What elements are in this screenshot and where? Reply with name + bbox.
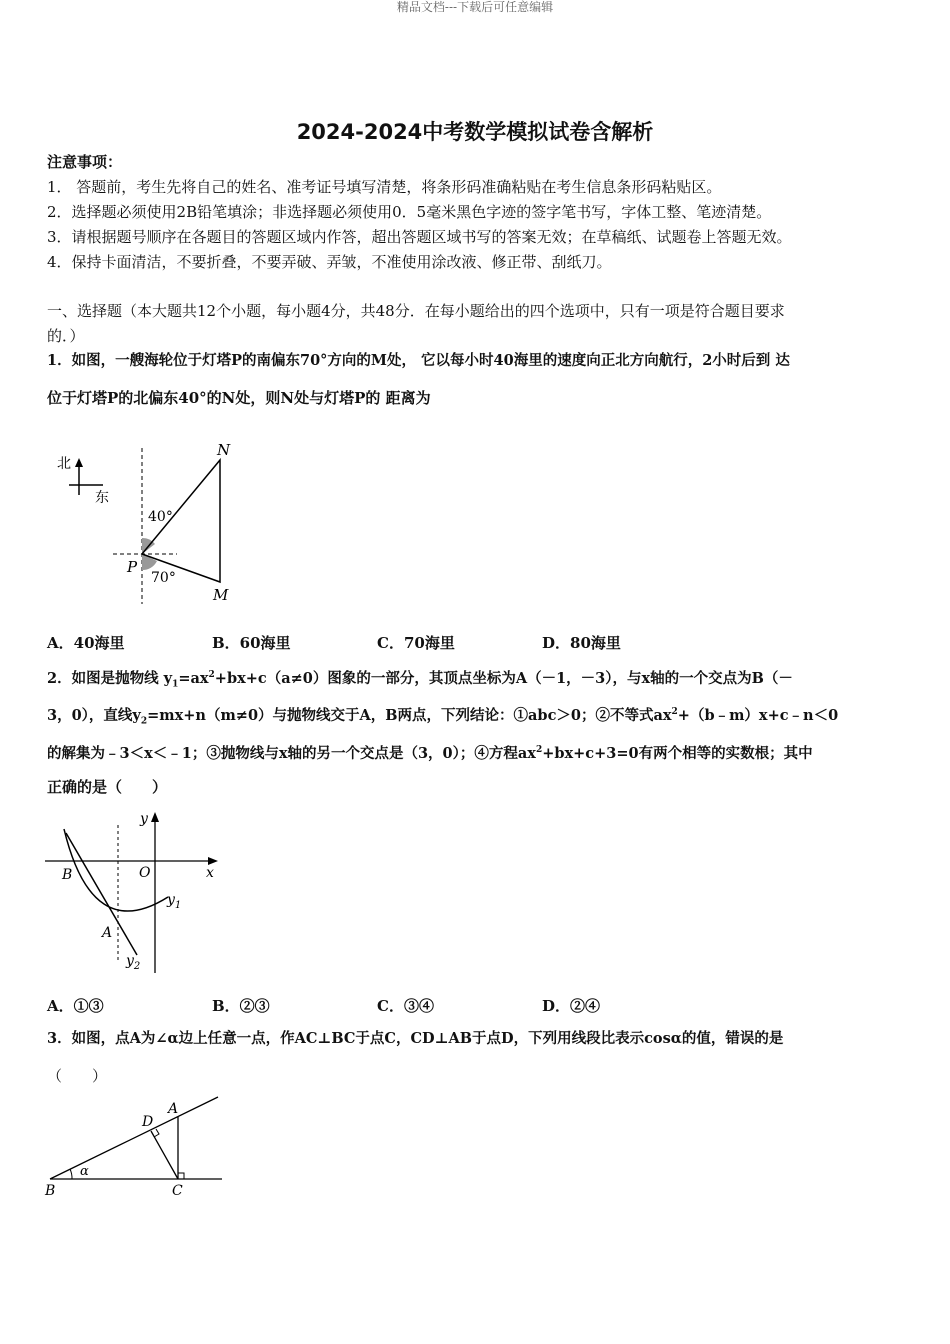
page-header: 精品文档---下载后可任意编辑 (396, 0, 554, 14)
point-N: N (217, 441, 231, 459)
point-B: B (62, 867, 73, 883)
east-label: 东 (95, 490, 109, 506)
q2-text-cont: 正确的是（ ） (47, 778, 168, 796)
section-heading-cont: 的．） (47, 327, 85, 345)
page-title: 2024-2024中考数学模拟试卷含解析 (296, 120, 654, 144)
section-heading: 一、选择题（本大题共12个小题，每小题4分，共48分．在每小题给出的四个选项中，只有一项是符合题目要求 (47, 302, 785, 320)
notice-item: 3．请根据题号顺序在各题目的答题区域内作答，超出答题区域书写的答案无效；在草稿纸、试题卷上答题无效。 (47, 228, 792, 246)
axis-x-label: x (206, 865, 214, 881)
q2-option-c[interactable]: C．③④ (377, 997, 434, 1015)
line-y2-label: $y_2$ (126, 953, 141, 972)
notice-item: 2．选择题必须使用2B铅笔填涂；非选择题必须使用0．5毫米黑色字迹的签字笔书写，字体工整、笔迹清楚。 (47, 203, 772, 221)
q2-option-a[interactable]: A．①③ (47, 997, 104, 1015)
q2-text-cont: 3，0），直线$y_2=mx+n(m\ne 0)$与抛物线交于A，B两点，下列结论：①abc＞0；②不等式$ax^2+(b﹣m)x+c﹣n<0$ (47, 706, 839, 727)
point-P: P (127, 558, 138, 576)
q2-option-d[interactable]: D．②④ (542, 997, 601, 1015)
q3-figure (42, 1093, 227, 1203)
notice-item: 4．保持卡面清洁，不要折叠，不要弄破、弄皱，不准使用涂改液、修正带、刮纸刀。 (47, 253, 612, 271)
q1-option-a[interactable]: A．40海里 (47, 634, 125, 652)
notice-item: 1． 答题前，考生先将自己的姓名、准考证号填写清楚，将条形码准确粘贴在考生信息条形码粘贴区。 (47, 178, 722, 196)
point-A: A (102, 925, 113, 941)
q3-text-cont: （ ） (47, 1067, 108, 1085)
point-A: A (168, 1101, 179, 1117)
angle-40: 40° (148, 509, 173, 525)
q1-option-b[interactable]: B．60海里 (212, 634, 291, 652)
angle-70: 70° (151, 570, 176, 586)
q1-option-d[interactable]: D．80海里 (542, 634, 621, 652)
curve-y1-label: $y_1$ (167, 892, 182, 911)
q1-text: 1．如图，一艘海轮位于灯塔P的南偏东70°方向的M处， 它以每小时40海里的速度向正北方向航行，2小时后到 达 (47, 352, 790, 369)
q1-text-cont: 位于灯塔P的北偏东40°的N处，则N处与灯塔P的 距离为 (47, 389, 431, 407)
q2-option-b[interactable]: B．②③ (212, 997, 270, 1015)
q2-figure (42, 805, 227, 977)
point-C: C (172, 1183, 183, 1199)
q1-figure (45, 440, 255, 610)
q2-text-cont: 的解集为﹣3＜x＜﹣1；③抛物线与x轴的另一个交点是（3，0）；④方程$ax^2+bx+c+3=0$有两个相等的实数根；其中 (47, 744, 813, 762)
q3-text: 3．如图，点A为∠α边上任意一点，作AC⊥BC于点C，CD⊥AB于点D，下列用线段比表示cosα的值，错误的是 (47, 1030, 784, 1047)
notice-heading: 注意事项： (47, 153, 123, 171)
north-label: 北 (57, 456, 71, 472)
point-M: M (213, 586, 229, 604)
angle-alpha: α (80, 1164, 89, 1179)
axis-y-label: y (140, 811, 148, 827)
point-D: D (142, 1114, 154, 1130)
point-B: B (45, 1183, 56, 1199)
q1-option-c[interactable]: C．70海里 (377, 634, 455, 652)
origin-label: O (139, 865, 151, 881)
q2-text: 2．如图是抛物线 $y_1=ax^2+bx+c(a\ne 0)$图象的一部分，其顶点坐标为A（－1，－3），与x轴的一个交点为B（－ (47, 669, 793, 690)
